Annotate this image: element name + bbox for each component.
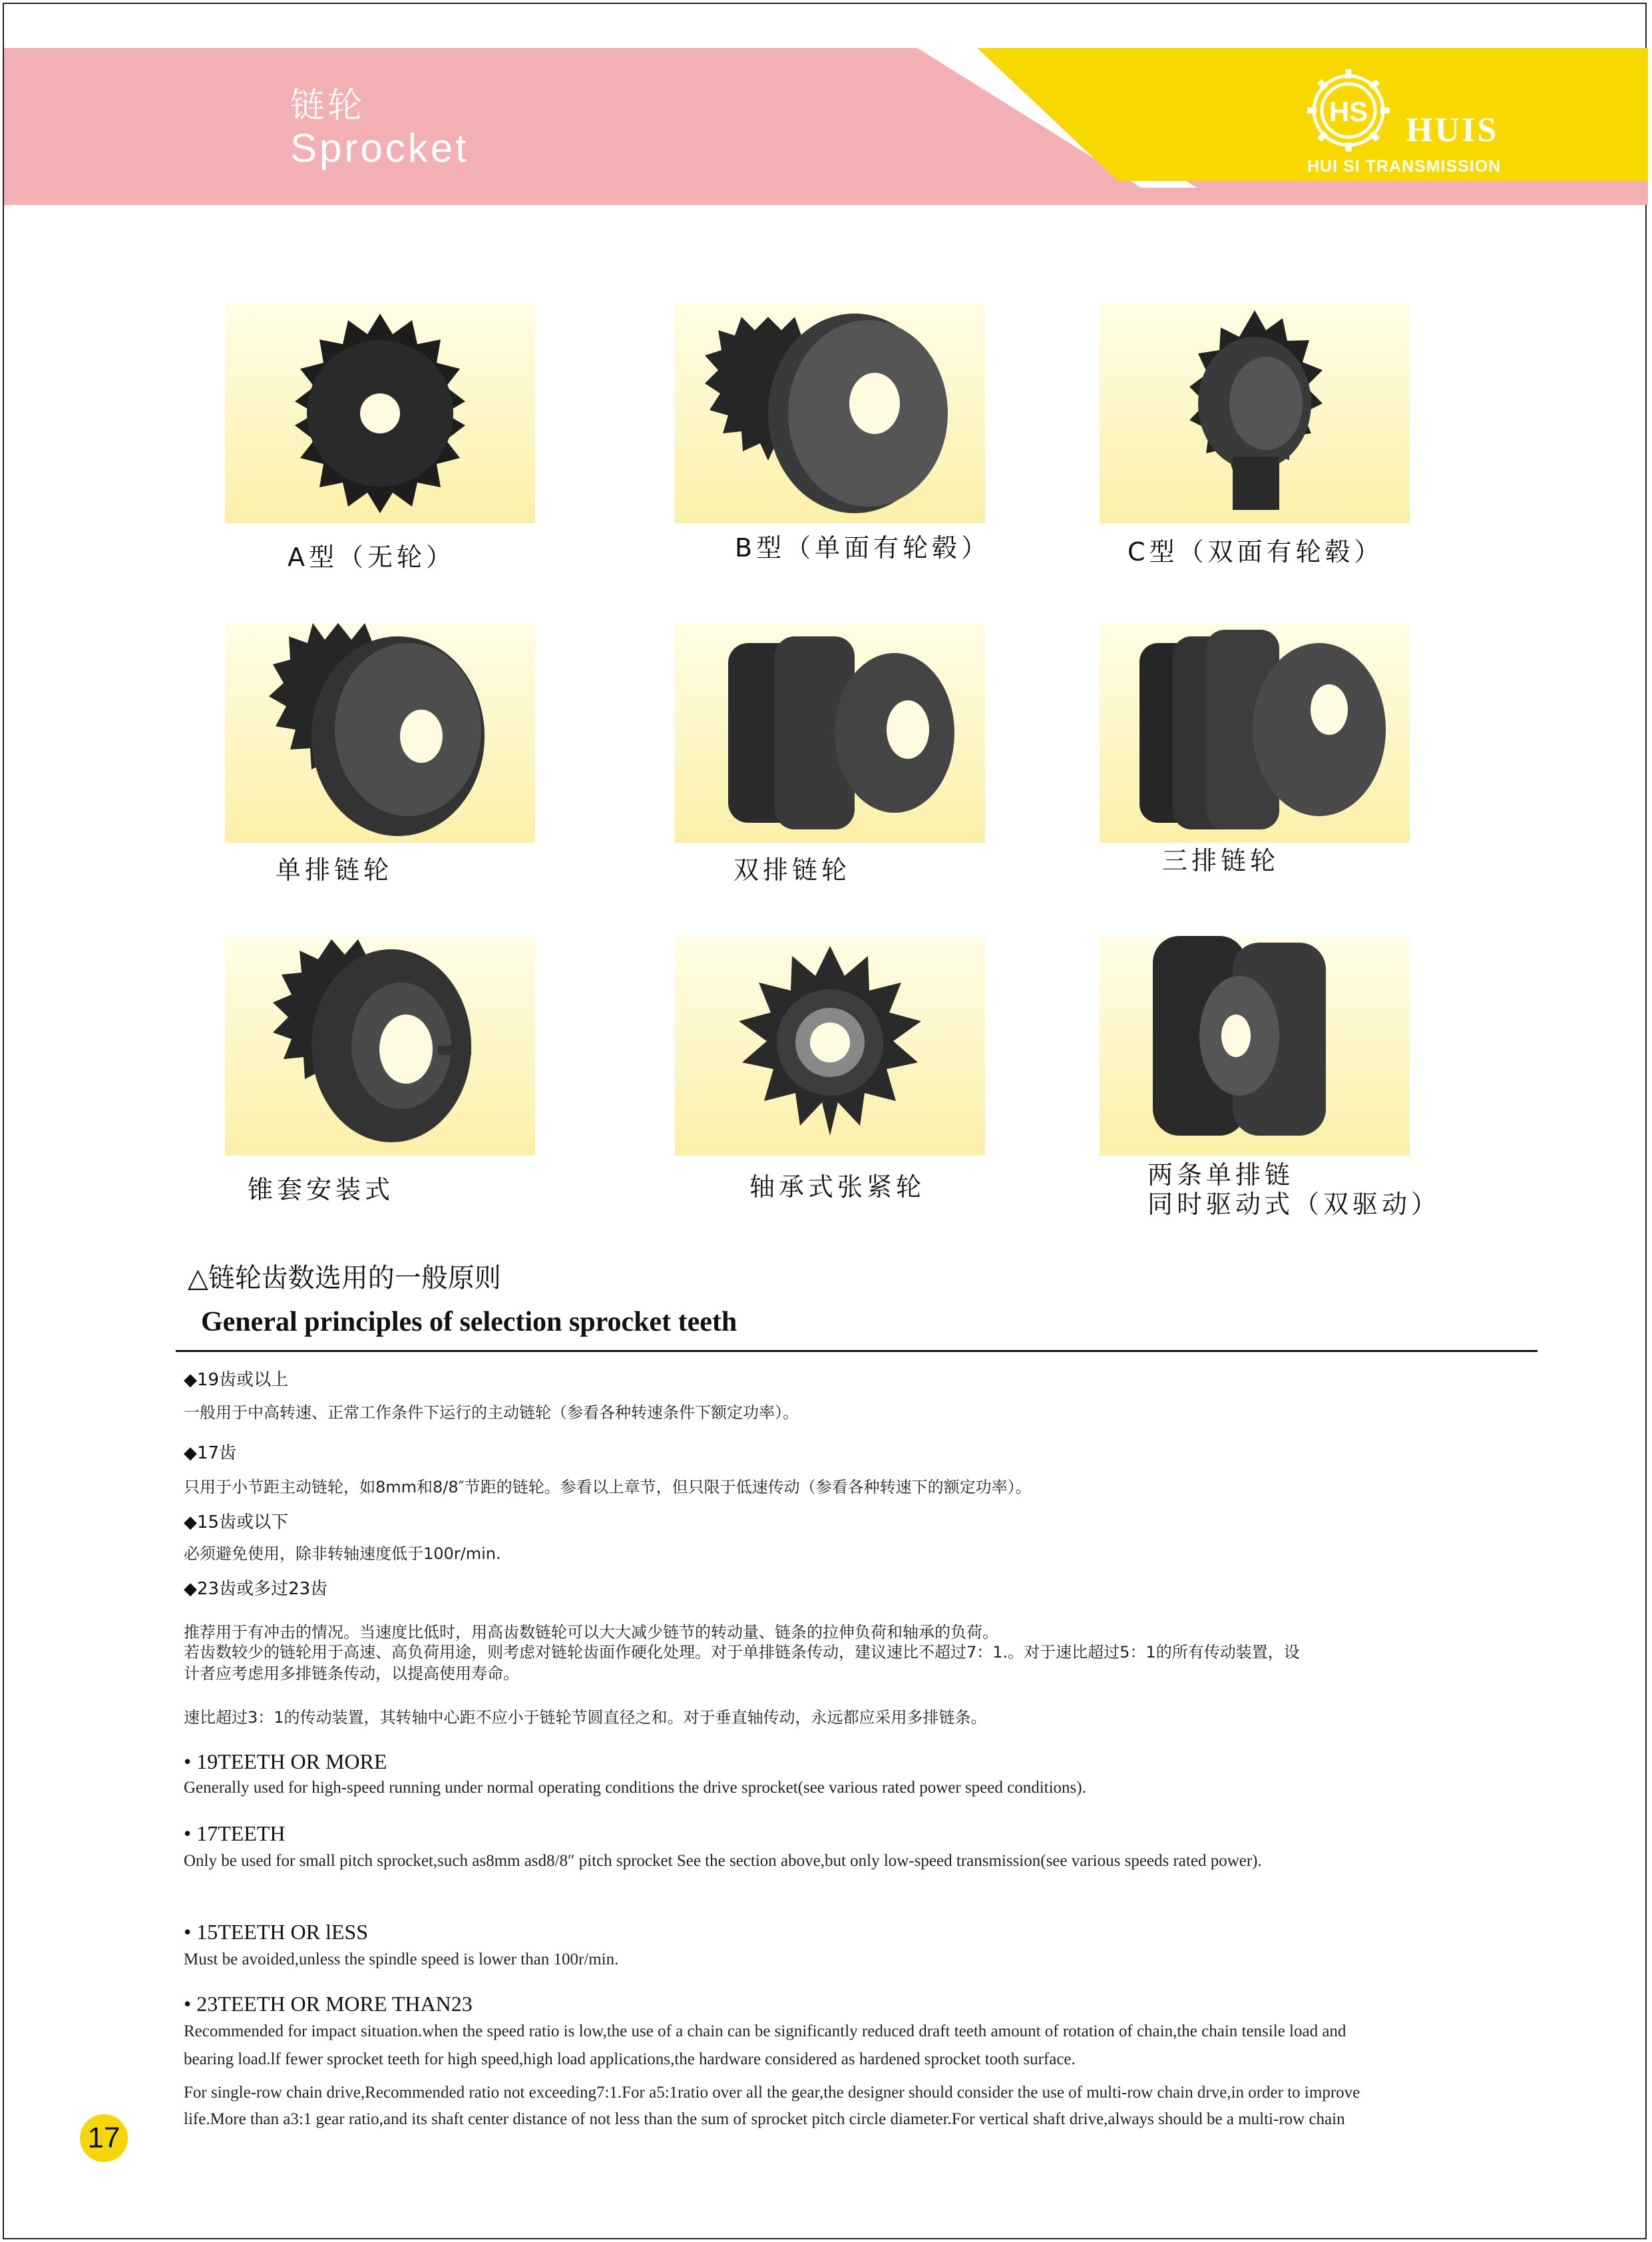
caption-triplex: 三排链轮 bbox=[1162, 846, 1280, 875]
caption-c-type: C型（双面有轮毂） bbox=[1128, 537, 1384, 566]
caption-b-type: B型（单面有轮毂） bbox=[735, 533, 991, 562]
en-rule-heading-17: • 17TEETH bbox=[184, 1821, 286, 1845]
idler-sprocket-image bbox=[675, 936, 985, 1156]
cn-rule-heading-17: ◆17齿 bbox=[184, 1443, 237, 1463]
product-image-c-type bbox=[1100, 304, 1410, 523]
caption-double-single-line1: 两条单排链 bbox=[1147, 1160, 1295, 1190]
page-title-cn: 链轮 bbox=[290, 86, 365, 126]
cn-rule-text-23-line1: 推荐用于有冲击的情况。当速度比低时，用高齿数链轮可以大大减少链节的转动量、链条的拉伸负荷和轴承的负荷。 bbox=[184, 1623, 998, 1642]
triplex-sprocket-image bbox=[1100, 623, 1410, 843]
product-image-b-type bbox=[675, 304, 985, 523]
product-image-a-type bbox=[225, 304, 535, 523]
gear-logo-icon bbox=[1305, 67, 1392, 154]
duplex-sprocket-image bbox=[675, 623, 985, 843]
product-image-double-single bbox=[1100, 936, 1410, 1156]
en-rule-heading-19: • 19TEETH OR MORE bbox=[184, 1749, 387, 1773]
cn-rule-text-23-line4: 速比超过3：1的传动装置，其转轴中心距不应小于链轮节圆直径之和。对于垂直轴传动，永远都应采用多排链条。 bbox=[184, 1708, 987, 1727]
en-rule-text-15: Must be avoided,unless the spindle speed is lower than 100r/min. bbox=[184, 1950, 619, 1968]
en-rule-text-23-line2: bearing load.lf fewer sprocket teeth for high speed,high load applications,the hardware considered as hardened sprocket tooth surface. bbox=[184, 2050, 1076, 2068]
product-image-simplex bbox=[225, 623, 535, 843]
caption-double-single-line2: 同时驱动式（双驱动） bbox=[1147, 1190, 1441, 1219]
en-rule-text-23-line3: For single-row chain drive,Recommended ratio not exceeding7:1.For a5:1ratio over all the gear,the designer should consider the use of multi-row chain drve,in order to improve bbox=[184, 2084, 1360, 2102]
en-rule-text-23-line4: life.More than a3:1 gear ratio,and its shaft center distance of not less than the sum of sprocket pitch circle diameter.For vertical shaft drive,always should be a multi-row chain bbox=[184, 2110, 1345, 2128]
single-hub-sprocket-image bbox=[675, 304, 985, 523]
caption-taper-bush: 锥套安装式 bbox=[248, 1175, 395, 1204]
taper-bush-sprocket-image bbox=[225, 936, 535, 1156]
cn-rule-text-23-line2: 若齿数较少的链轮用于高速、高负荷用途，则考虑对链轮齿面作硬化处理。对于单排链条传动，建议速比不超过7：1.。对于速比超过5：1的所有传动装置，设 bbox=[184, 1643, 1300, 1662]
plate-sprocket-image bbox=[225, 304, 535, 523]
en-rule-heading-15: • 15TEETH OR lESS bbox=[184, 1920, 368, 1944]
caption-simplex: 单排链轮 bbox=[276, 855, 393, 885]
page-title-en: Sprocket bbox=[290, 126, 469, 170]
section-rule bbox=[176, 1350, 1538, 1352]
cn-rule-heading-19: ◆19齿或以上 bbox=[184, 1370, 289, 1390]
en-rule-text-19: Generally used for high-speed running under normal operating conditions the drive sprocket(see various rated power speed conditions). bbox=[184, 1779, 1086, 1797]
en-rule-text-23-line1: Recommended for impact situation.when the speed ratio is low,the use of a chain can be significantly reduced draft teeth amount of rotation of chain,the chain tensile load and bbox=[184, 2022, 1346, 2040]
product-image-taper-bush bbox=[225, 936, 535, 1156]
brand-name: HUIS bbox=[1406, 111, 1499, 149]
simplex-sprocket-image bbox=[225, 623, 535, 843]
section-title-cn: △链轮齿数选用的一般原则 bbox=[188, 1263, 501, 1293]
double-hub-sprocket-image bbox=[1100, 304, 1410, 523]
brand-tagline: HUI SI TRANSMISSION bbox=[1307, 157, 1502, 176]
cn-rule-text-19: 一般用于中高转速、正常工作条件下运行的主动链轮（参看各种转速条件下额定功率）。 bbox=[184, 1403, 799, 1422]
section-title-en: General principles of selection sprocket teeth bbox=[201, 1307, 737, 1337]
cn-rule-text-15: 必须避免使用，除非转轴速度低于100r/min. bbox=[184, 1544, 501, 1563]
product-image-duplex bbox=[675, 623, 985, 843]
cn-rule-heading-23: ◆23齿或多过23齿 bbox=[184, 1579, 328, 1599]
logo-letters: HS bbox=[1329, 96, 1368, 127]
page-number: 17 bbox=[80, 2114, 128, 2162]
caption-a-type: A型（无轮） bbox=[288, 543, 455, 572]
caption-duplex: 双排链轮 bbox=[733, 855, 851, 885]
en-rule-heading-23: • 23TEETH OR MORE THAN23 bbox=[184, 1992, 473, 2016]
cn-rule-heading-15: ◆15齿或以下 bbox=[184, 1512, 289, 1532]
en-rule-text-17: Only be used for small pitch sprocket,such as8mm asd8/8″ pitch sprocket See the section above,but only low-speed transmission(see various speeds rated power). bbox=[184, 1852, 1262, 1870]
product-image-triplex bbox=[1100, 623, 1410, 843]
cn-rule-text-23-line3: 计者应考虑用多排链条传动，以提高使用寿命。 bbox=[184, 1664, 519, 1683]
product-image-idler bbox=[675, 936, 985, 1156]
cn-rule-text-17: 只用于小节距主动链轮，如8mm和8/8″节距的链轮。参看以上章节，但只限于低速传动（参看各种转速下的额定功率）。 bbox=[184, 1478, 1032, 1496]
double-single-sprocket-image bbox=[1100, 936, 1410, 1156]
caption-idler: 轴承式张紧轮 bbox=[749, 1172, 926, 1202]
